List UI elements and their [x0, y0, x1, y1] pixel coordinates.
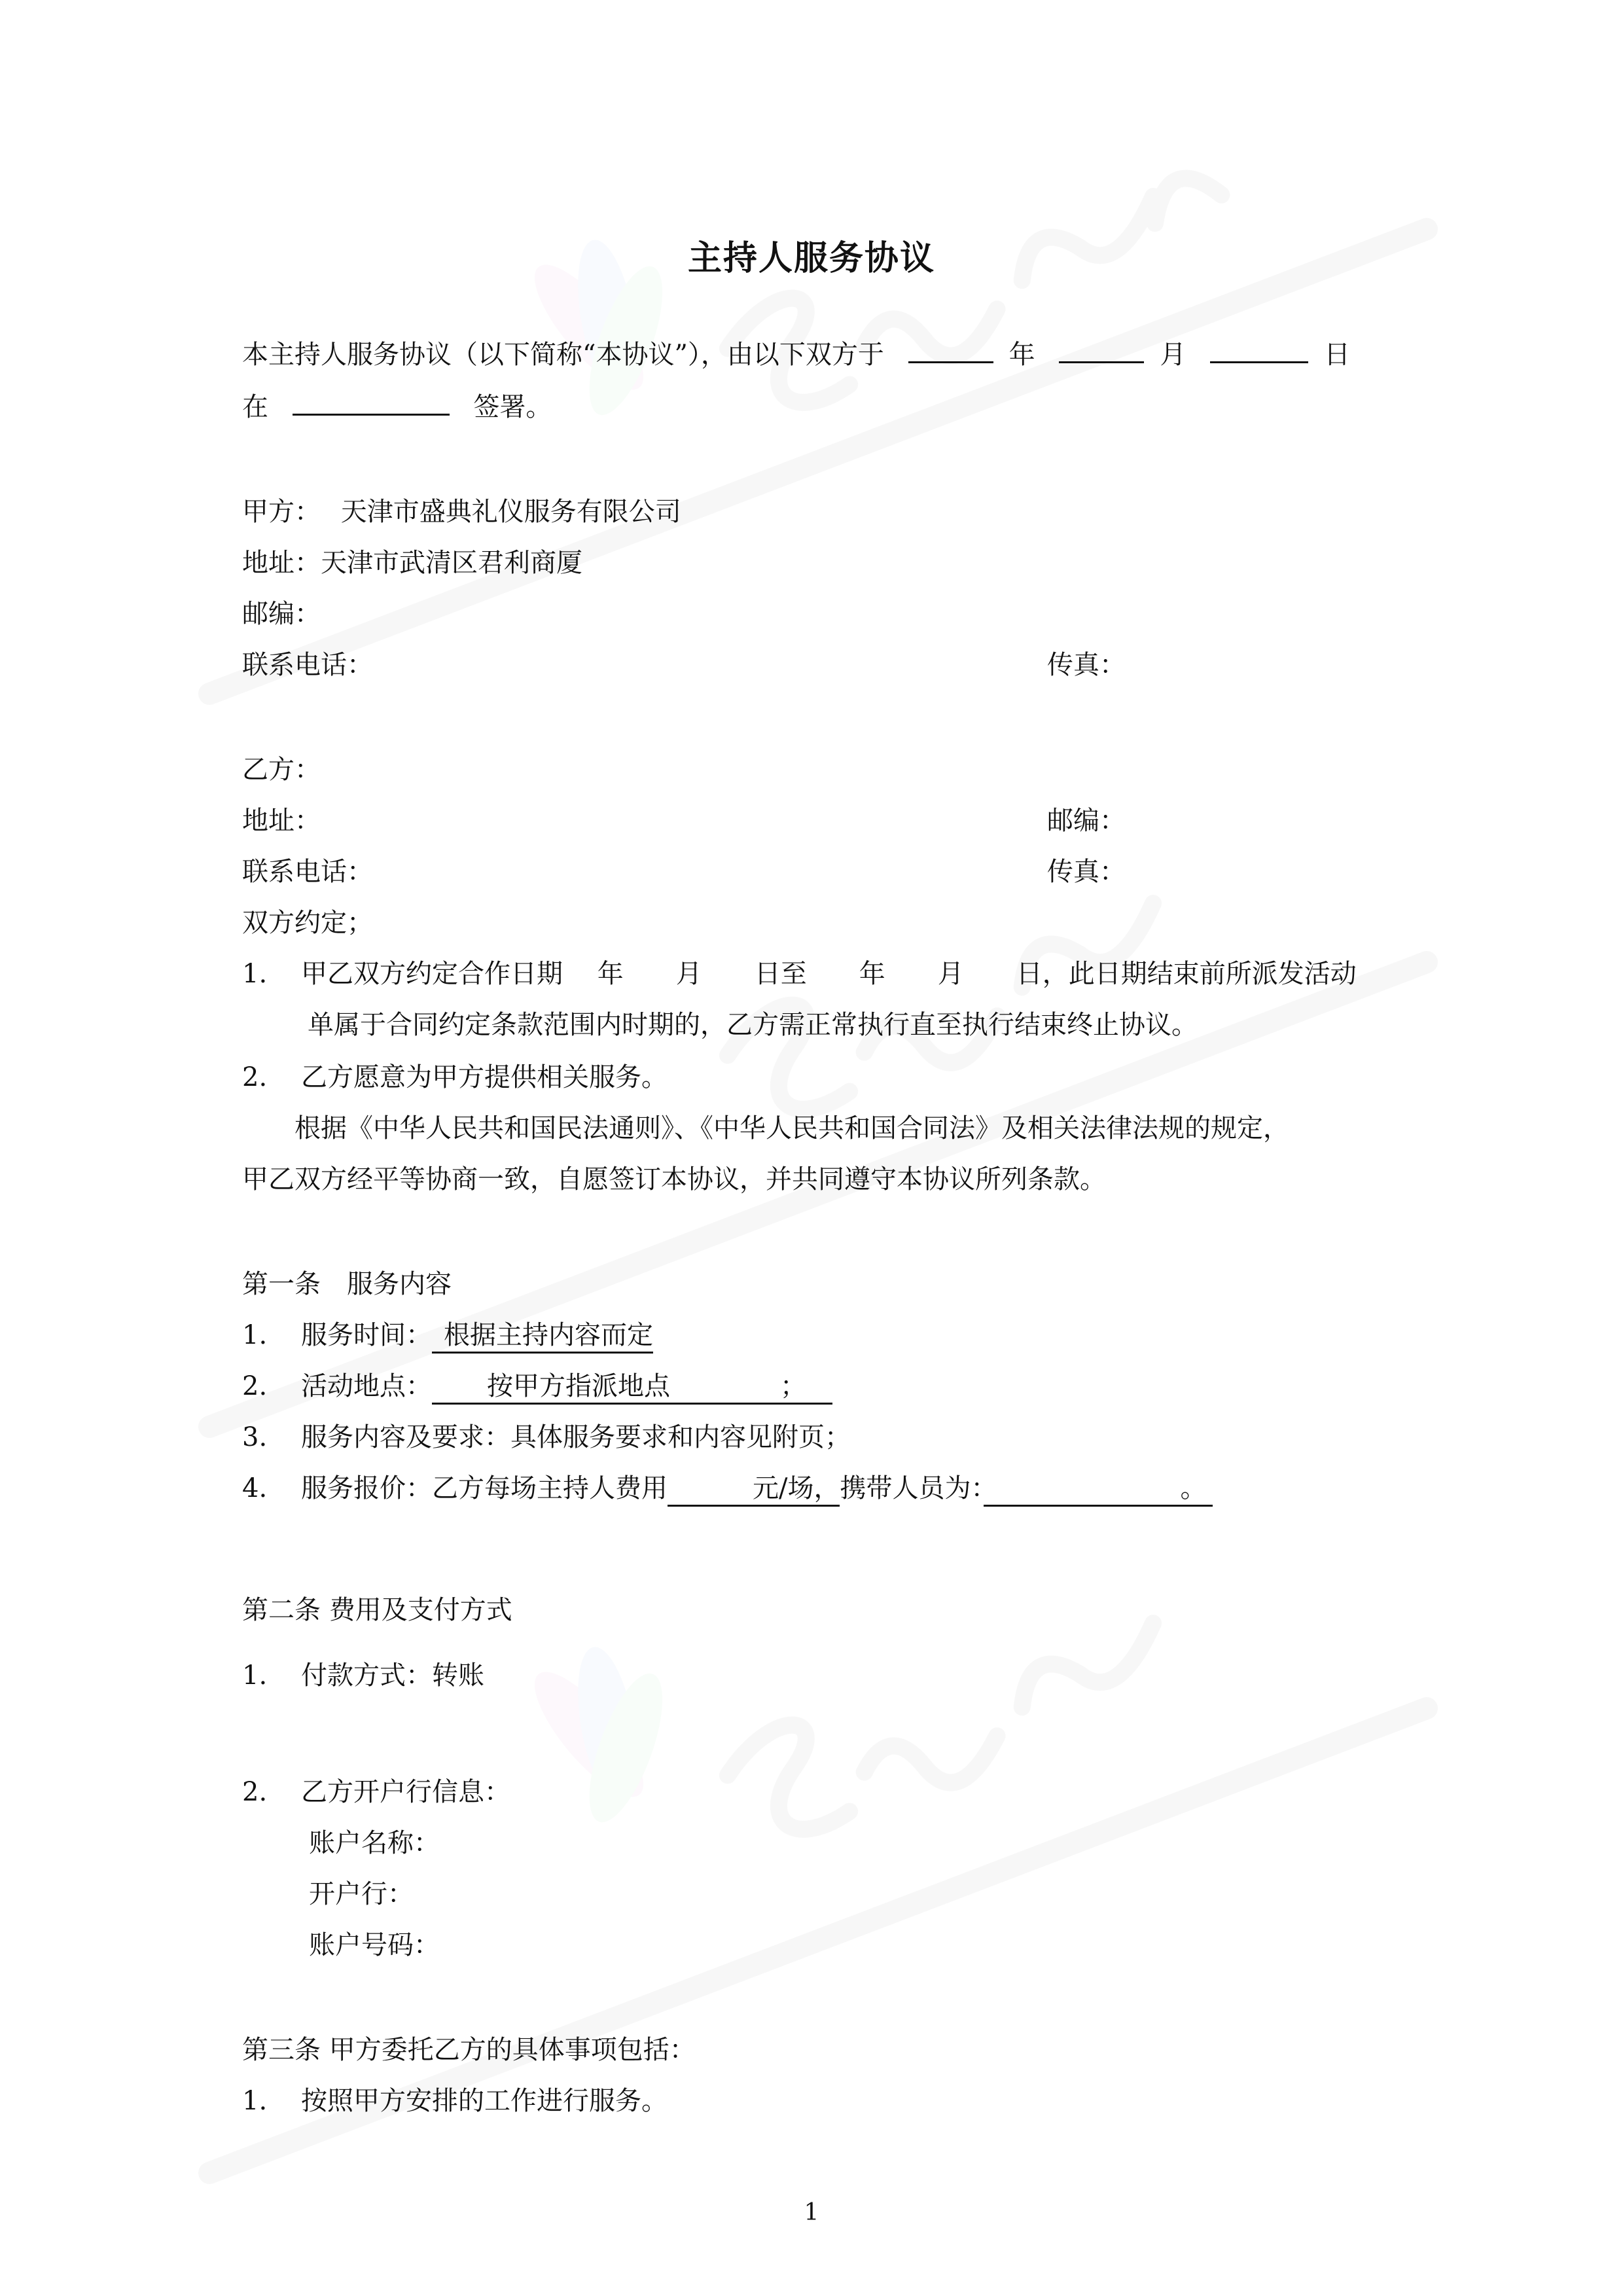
party-b-postcode-label: 邮编：	[1047, 806, 1126, 836]
party-a-address-row	[242, 550, 582, 576]
bank-info-heading: 乙方开户行信息：	[301, 1777, 510, 1807]
fee-staff-end: 。	[984, 1473, 1213, 1507]
year-blank[interactable]	[908, 340, 993, 363]
party-a-fax-label: 传真：	[1047, 650, 1126, 680]
party-b-fax-label: 传真：	[1047, 857, 1126, 887]
intro-line-2	[242, 393, 552, 420]
agreement-basis-line1: 根据《中华人民共和国民法通则》、《中华人民共和国合同法》及相关法律法规的规定，	[294, 1113, 1289, 1143]
payment-method: 付款方式：转账	[301, 1660, 484, 1691]
article-3-item-1-num: 1.	[242, 2086, 268, 2116]
place-blank[interactable]	[293, 393, 450, 416]
party-b-address-label: 地址：	[242, 806, 321, 836]
party-b-label: 乙方：	[242, 755, 321, 785]
day-blank[interactable]	[1210, 340, 1308, 363]
article-1-item-2	[301, 1373, 832, 1399]
agreement-item-1-line1: 甲乙双方约定合作日期 年 月 日至 年 月 日，此日期结束前所派发活动	[301, 959, 1357, 989]
intro-signed: 签署。	[473, 392, 552, 422]
article-3-heading: 第三条 甲方委托乙方的具体事项包括：	[242, 2035, 696, 2065]
party-a-name: 天津市盛典礼仪服务有限公司	[340, 497, 681, 527]
article-3-item-1: 按照甲方安排的工作进行服务。	[301, 2086, 668, 2116]
agreement-basis-line2: 甲乙双方经平等协商一致，自愿签订本协议，并共同遵守本协议所列条款。	[242, 1164, 1106, 1194]
party-a-label: 甲方：	[242, 497, 321, 527]
article-2-item-2-num: 2.	[242, 1777, 268, 1807]
intro-line-1	[242, 340, 1350, 368]
account-number-label: 账户号码：	[309, 1930, 440, 1960]
intro-at: 在	[242, 392, 268, 422]
article-2-heading: 第二条 费用及支付方式	[242, 1595, 512, 1625]
venue-end: ；	[702, 1371, 832, 1405]
month-blank[interactable]	[1059, 340, 1144, 363]
venue-label: 活动地点：	[301, 1371, 432, 1401]
party-a-address-label: 地址：	[242, 548, 321, 578]
fee-staff-label: 携带人员为：	[840, 1473, 984, 1503]
service-time-value: 根据主持内容而定	[432, 1320, 653, 1354]
article-1-item-1-num: 1.	[242, 1320, 268, 1350]
bank-label: 开户行：	[309, 1879, 414, 1909]
agreement-item-2-line1: 乙方愿意为甲方提供相关服务。	[301, 1062, 668, 1092]
fee-label: 服务报价：乙方每场主持人费用	[301, 1473, 668, 1503]
account-name-label: 账户名称：	[309, 1828, 440, 1858]
intro-day: 日	[1324, 340, 1351, 370]
article-1-item-4-num: 4.	[242, 1473, 268, 1503]
article-2-item-1-num: 1.	[242, 1660, 268, 1691]
agreement-heading: 双方约定；	[242, 908, 373, 938]
article-1-item-3: 服务内容及要求：具体服务要求和内容见附页；	[301, 1422, 851, 1452]
article-1-item-3-num: 3.	[242, 1422, 268, 1452]
article-1-item-1	[301, 1322, 653, 1348]
article-1-heading: 第一条 服务内容	[242, 1269, 452, 1299]
agreement-item-1-line2: 单属于合同约定条款范围内时期的，乙方需正常执行直至执行结束终止协议。	[308, 1010, 1198, 1040]
party-a-postcode-label: 邮编：	[242, 599, 321, 629]
party-b-phone-label: 联系电话：	[242, 857, 373, 887]
document-title: 主持人服务协议	[687, 239, 935, 278]
intro-year: 年	[1008, 340, 1035, 370]
party-a-address: 天津市武清区君利商厦	[321, 548, 582, 578]
venue-value: 按甲方指派地点	[432, 1371, 702, 1405]
intro-month: 月	[1160, 340, 1186, 370]
service-time-label: 服务时间：	[301, 1320, 432, 1350]
agreement-item-2-num: 2.	[242, 1062, 268, 1092]
article-1-item-4	[301, 1475, 1213, 1501]
intro-text: 本主持人服务协议（以下简称“本协议”），由以下双方于	[242, 340, 884, 370]
party-a-row	[242, 499, 681, 525]
fee-unit: 元/场，	[668, 1473, 840, 1507]
page-number: 1	[804, 2199, 819, 2226]
party-a-phone-label: 联系电话：	[242, 650, 373, 680]
agreement-item-1-num: 1.	[242, 959, 268, 989]
article-1-item-2-num: 2.	[242, 1371, 268, 1401]
